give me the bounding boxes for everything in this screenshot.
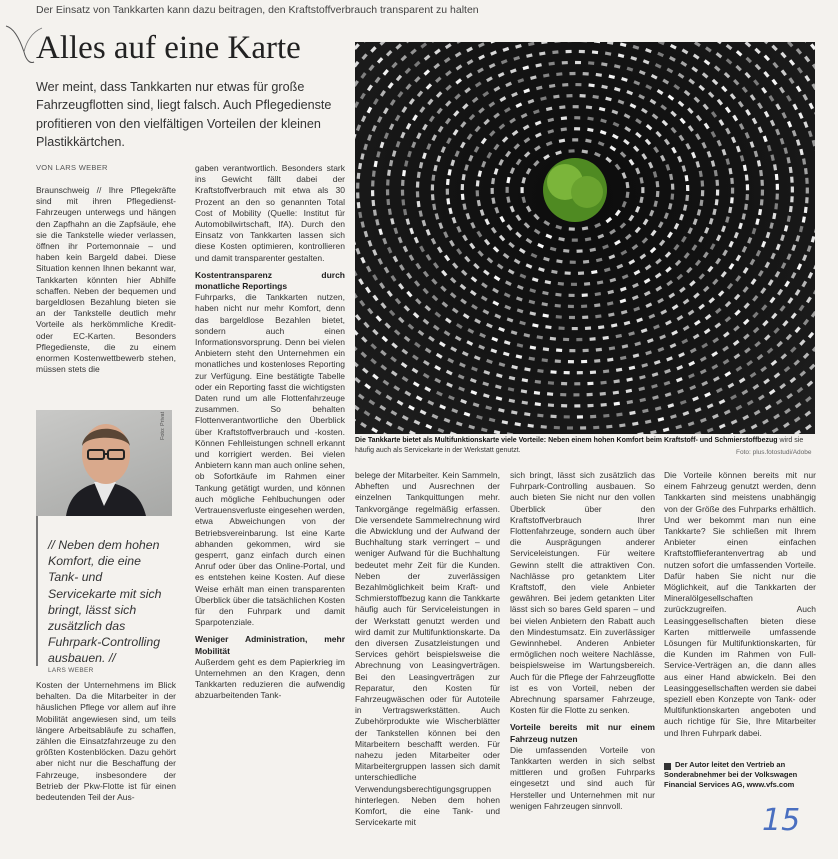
column-5: Die Vorteile können bereits mit nur einem Fahrzeug genutzt werden, denn Tankkarten sind meistens unabhängig von der Größe des Fuhrparks erhältlich. Und wer bekommt man nun eine Tankkarte? Sie schließen mit Ihrem Anbieter einen einfachen Kraftstofflieferantenvertrag ab und nutzen sofort die umfassenden Vorteile. Dafür haben Sie nicht nur die Möglichkeit, auf die Tankkarten der Mineralölgesellschaften zurückzugreifen. Auch Leasinggesellschaften bieten diese Karten mittlerweile umfassende Lösungen für Multifunktionskarten, für die Kunden im Rahmen von Full-Service-Verträgen an, die dann alles aus einer Hand abwickeln. Bei den Leasinggesellschaften werden sie dabei speziell eben Konzepte von Tank- oder Multifunktionskarten angeboten und auch richtige für Sie, Ihre Mitarbeiter und Ihren Fuhrpark dabei. bbox=[664, 470, 816, 738]
column-1-top: Braunschweig // Ihre Pflegekräfte sind mit ihren Pflegedienst-Fahrzeugen unterwegs und hängen den Zapfhahn an die Zapfsäule, ehe sie die Tankstelle wieder verlassen, öffnen ihr Portemonnaie – und haben kein Bargeld dabei. Diese Situation kennen Ihnen bekannt war, Tankkarten könnten hier Abhilfe schaffen. Neben der bequemen und bargeldlosen Bezahlung bieten sie an der Tankstelle deutlich mehr Vorteile als herkömmliche Kredit- oder EC-Karten. Besonders Pflegedienste, die zu einem enormen Kostenwettbewerb stehen, müssen stets die bbox=[36, 185, 176, 375]
column-4-bottom-text: Die umfassenden Vorteile von Tankkarten werden in sich selbst mittleren und großen Fuhrparks eingesetzt und sind auch für Hersteller und Unternehmen mit nur wenigen Fahrzeugen sinnvoll. bbox=[510, 744, 655, 811]
author-note: Der Autor leitet den Vertrieb an Sonderabnehmer bei der Volkswagen Financial Services AG, www.vfs.com bbox=[664, 760, 798, 789]
article-lede: Wer meint, dass Tankkarten nur etwas für große Fahrzeugflotten sind, liegt falsch. Auch Pflegedienste profitieren von den vielfältigen Vorteilen der kleinen Plastikkärtchen. bbox=[36, 80, 332, 150]
photo-credit: Foto: plus.fotostudi/Adobe bbox=[736, 449, 812, 456]
car-rings bbox=[355, 42, 815, 434]
article-kicker: Der Einsatz von Tankkarten kann dazu beitragen, den Kraftstoffverbrauch transparent zu halten bbox=[36, 4, 479, 16]
column-4-text: sich bringt, lässt sich zusätzlich das Fuhrpark-Controlling ausbauen. So auch bieten Sie nicht nur den vollen Überblick über den Kraftstoffverbrauch Ihrer Flottenfahrzeuge, sondern auch über die Ausprägungen anderer Serviceleistungen. Für weitere Gewinn stellt die attraktiven Con. Nachlässe pro getanktem Liter Kraftstoff, den viele Anbieter gewähren. Bei jedem getankten Liter lässt sich so bares Geld sparen – und bei vielen Anbietern den Rabatt auch den Mindestumsatz. Ein zuverlässiger Gewinnhebel. Anderen Anbieter ermöglichen noch weitere Nachlässe, beispielsweise im Wartungsbereich. Auch für die Pflege der Fahrzeugflotte ist es von Vorteil, neben der Abrechnung sparsamer Fahrzeuge, Kosten für die Flotte zu senken. bbox=[510, 470, 655, 716]
subheading-single-vehicle: Vorteile bereits mit nur einem Fahrzeug nutzen bbox=[510, 722, 655, 744]
column-2-bottom-text: Außerdem geht es dem Papierkrieg im Unternehmen an den Kragen, denn Tankkarten reduzieren die aufwendig abzuarbeitenden Tank- bbox=[195, 656, 345, 701]
quote-bar bbox=[36, 516, 38, 666]
caption-rest: wird sie häufig auch als Servicekarte in der Werkstatt genutzt. bbox=[355, 437, 804, 454]
column-2-top-text: gaben verantwortlich. Besonders stark ins Gewicht fällt dabei der Kraftstoffverbrauch mit etwa als 30 Prozent an den so genannten Total Cost of Mobility (Quelle: Institut für Automobilwirtschaft, IfA). Durch den Einsatz von Tankkarten lassen sich diese Kosten optimieren, kontrollieren und damit transparenter gestalten. bbox=[195, 163, 345, 263]
caption-bold: Die Tankkarte bietet als Multifunktionskarte viele Vorteile: Neben einem hohen Komfort beim Kraftstoff- und Schmierstoffbezug bbox=[355, 437, 778, 444]
column-2-mid-text: Fuhrparks, die Tankkarten nutzen, haben nicht nur mehr Komfort, denn das bargeldlose Bezahlen bietet, sondern auch einen Informationsvorsprung. Denn bei vielen Anbietern steht den Unternehmen ein monatliches und kostenloses Reporting zur Verfügung. Eine bestätigte Tabelle oder ein Reporting fasst die wichtigsten Daten rund um alle Flottenfahrzeuge zusammen. So behalten Flottenverantwortliche den Überblick über Kraftstoffverbrauch und -kosten. Können Fehlleistungen schnell erkannt und korrigiert werden. Bei vielen Anbietern kann man auch online sehen, ob Sofortkäufe im Rahmen einer Tankung getätigt wurden, und können auch mögliche Fehlbuchungen oder Vertrauensverluste eingesehen werden, etwa Abweichungen von der Betriebsvereinbarung. Ist eine Karte abhanden gekommen, wird sie gesperrt, ganz einfach durch einen Anruf oder über das Online-Portal, und es entstehen keine Kosten. Auf diese Weise erhält man einen transparenten Überblick über die tatsächlichen Kosten für den Fuhrpark und damit Sparpotenziale. bbox=[195, 292, 345, 628]
subheading-cost-transparency: Kostentransparenz durch monatliche Reportings bbox=[195, 269, 345, 292]
column-4 bbox=[510, 470, 655, 853]
handwritten-page-number: 15 bbox=[762, 803, 801, 838]
column-2 bbox=[195, 163, 345, 853]
portrait-credit: Foto: Privat bbox=[160, 411, 166, 440]
author-portrait bbox=[36, 410, 172, 516]
subheading-administration: Weniger Administration, mehr Mobilität bbox=[195, 634, 345, 656]
quote-author: LARS WEBER bbox=[48, 667, 94, 674]
byline: VON LARS WEBER bbox=[36, 163, 108, 172]
parking-lot-illustration bbox=[355, 42, 815, 434]
column-3: belege der Mitarbeiter. Kein Sammeln, Abheften und Ausrechnen der einzelnen Tankquittungen mehr. Tankvorgänge regelmäßig erfassen. Die versendete Sammelrechnung wird die Abwicklung und der Aufwand der Buchhaltung stark verringert – und weniger Aufwand für die Buchhaltung bedeutet mehr Zeit für die Kunden. Neben der zuverlässigen Bezahlmöglichkeit beim Kraft- und Schmierstoffbezug kann die Tankkarte häufig auch für Serviceleistungen in der Werkstatt genutzt werden und wird damit zur Multifunktionskarte. Da den diversen Zusatzleistungen und Services gehört beispielsweise die Abrechnung von Leasingverträgen. Bei den Leasingverträgen zur Reparatur, den Kosten für Fahrzeugwäschen oder für Autoteile in Vertragswerkstätten. Auch Zubehörprodukte wie Wischerblätter der Tankstellen können bei den Mitarbeitern beschafft werden. Für nahezu jeden Mitarbeiter oder Mitarbeitergruppen lassen sich damit unterschiedliche Verwendungsberechtigungsgruppen hinterlegen. Neben dem hohen Komfort, die eine Tank- und Servicekarte mit bbox=[355, 470, 500, 828]
column-1-bottom: Kosten der Unternehmens im Blick behalten. Da die Mitarbeiter in der häuslichen Pflege vor allem auf ihre Mobilität angewiesen sind, um teils längere Arbeitsabläufe zu schaffen, zählen die Einsatzfahrzeuge zu den größten Kostenblöcken. Dazu gehört aber nicht nur die Beschaffung der Fahrzeuge, insbesondere der Betrieb der Pkw-Flotte ist für einen bedeutenden Teil der Aus- bbox=[36, 680, 176, 803]
pull-quote: // Neben dem hohen Komfort, die eine Tank- und Servicekarte mit sich bringt, lässt sich zusätzlich das Fuhrpark-Controlling ausbauen. // bbox=[48, 538, 162, 666]
article-title: Alles auf eine Karte bbox=[36, 30, 301, 66]
article-photo bbox=[355, 42, 815, 434]
